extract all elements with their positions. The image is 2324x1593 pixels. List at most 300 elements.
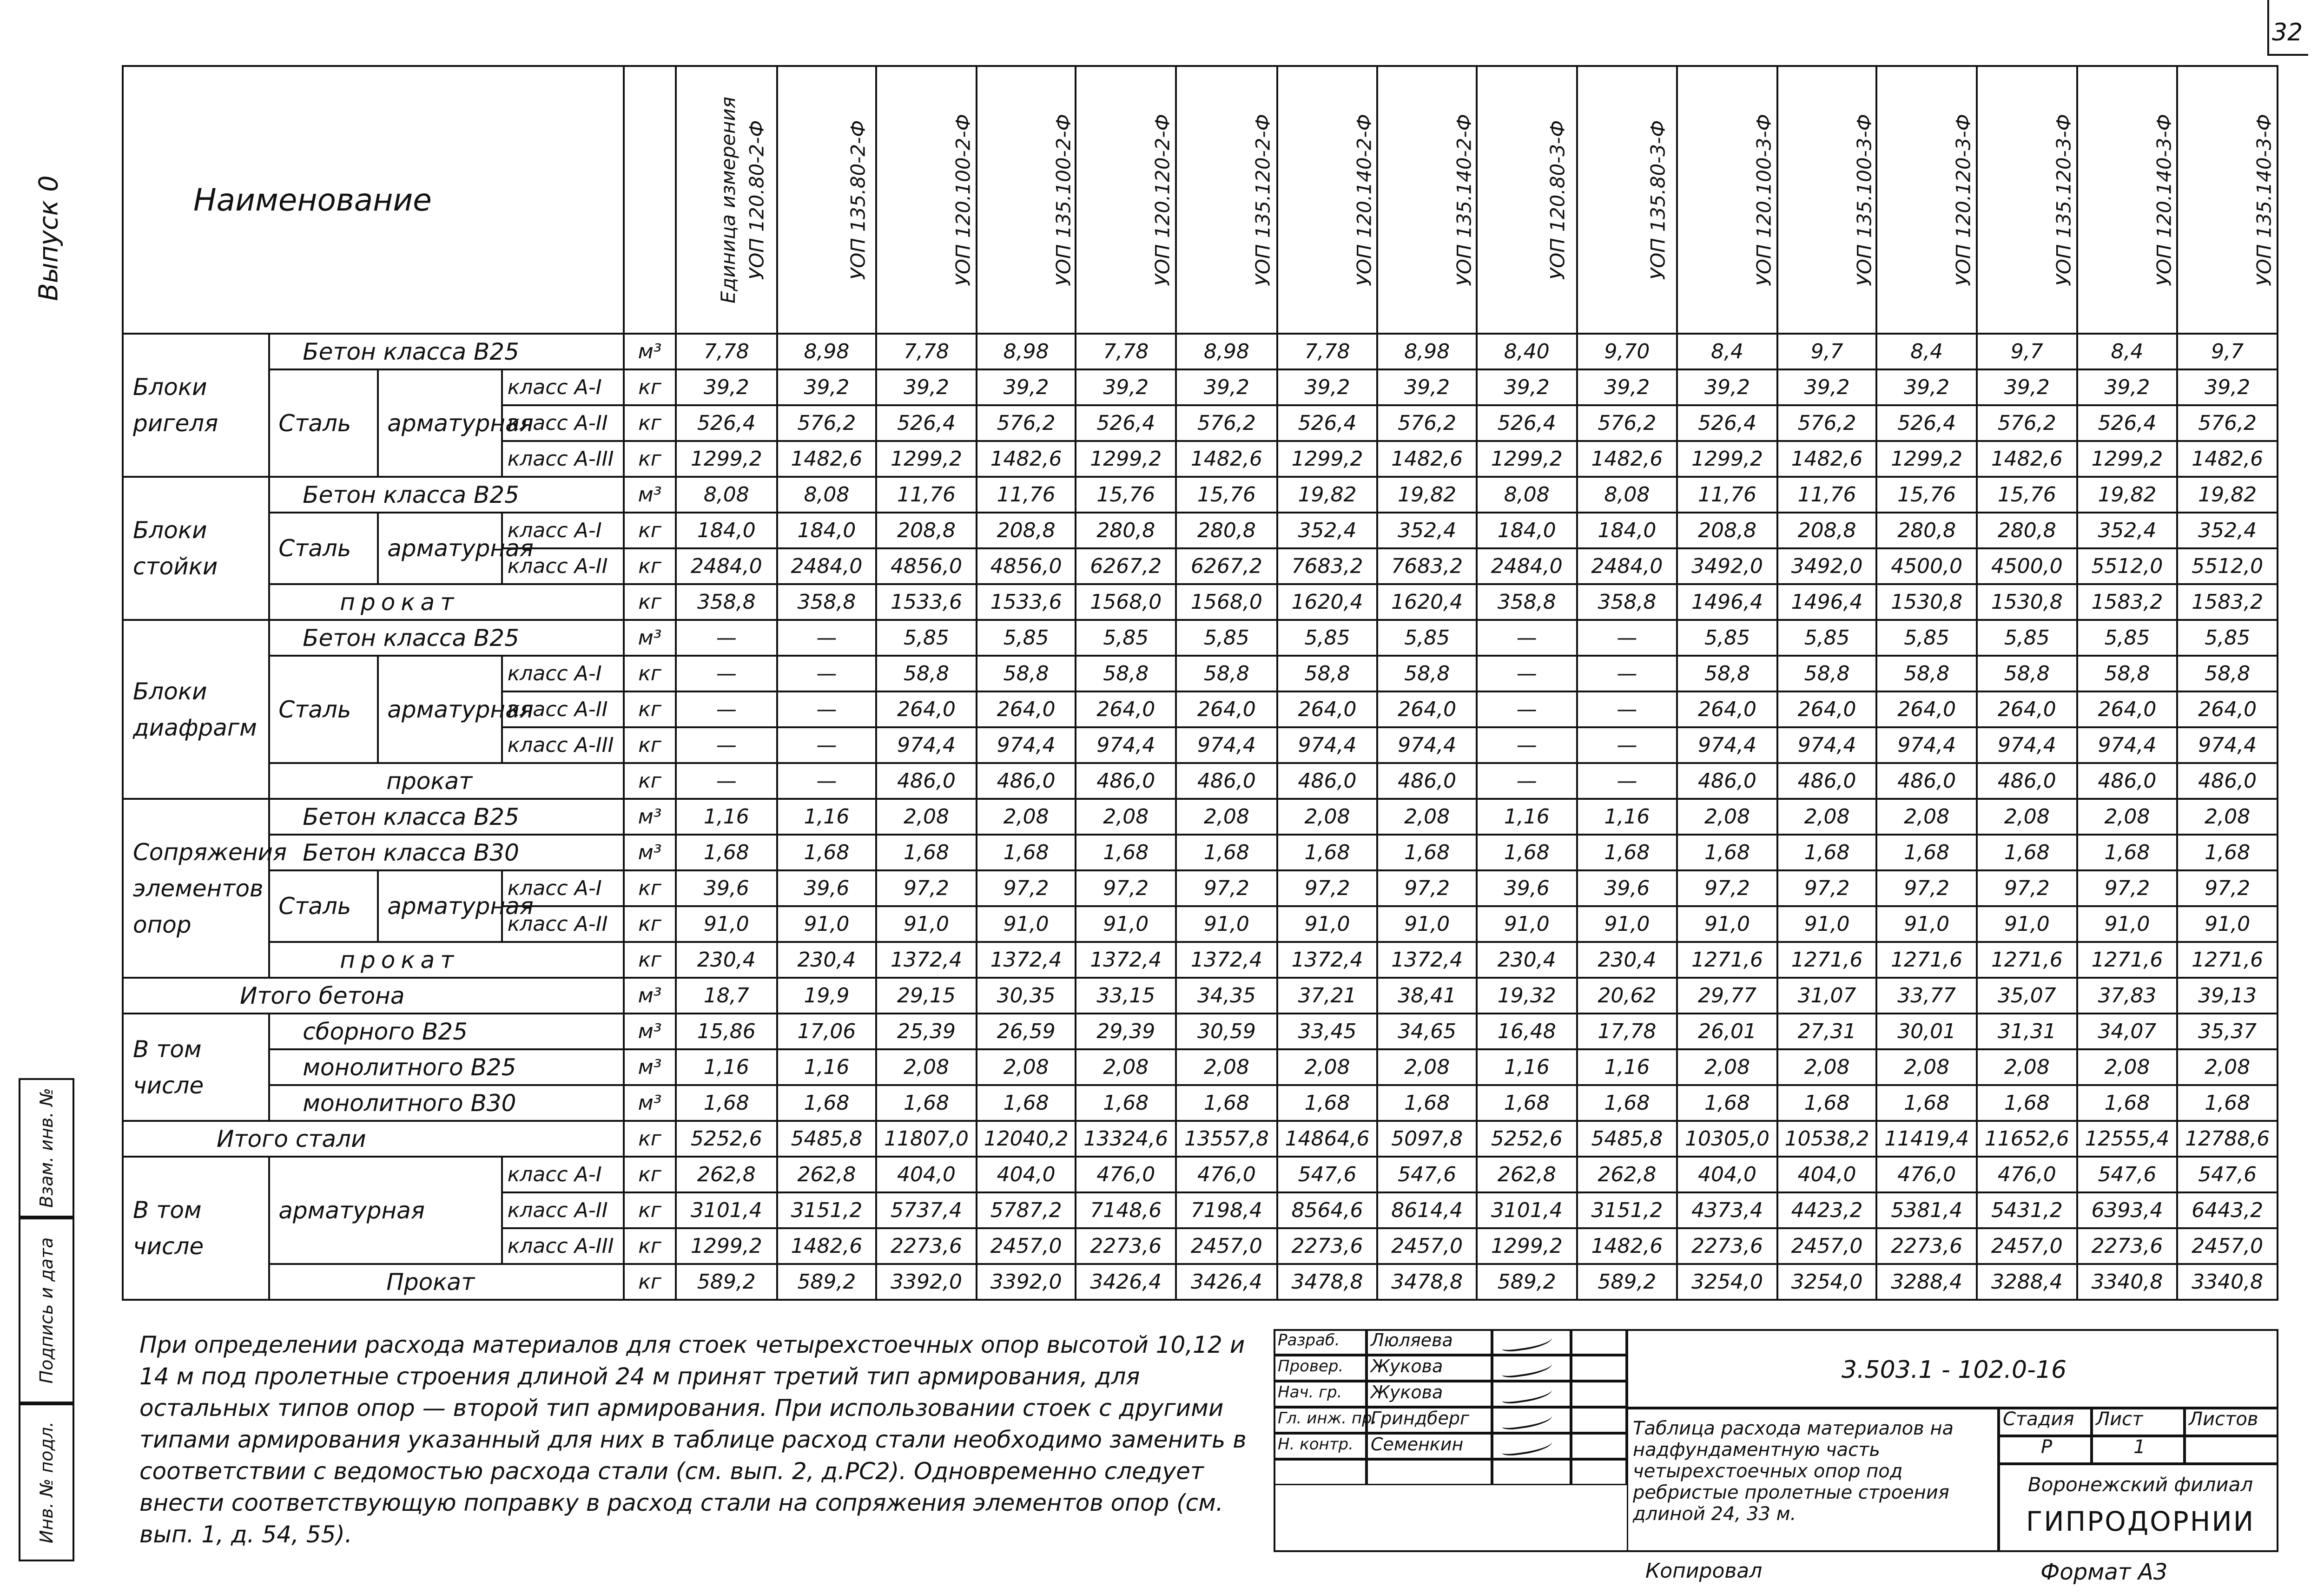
table-cell: 1482,6 [1377, 441, 1477, 477]
table-cell: 3151,2 [1577, 1192, 1677, 1228]
header-col: УОП 135.80-3-Ф [1577, 66, 1677, 334]
table-cell: 576,2 [1777, 405, 1877, 441]
table-cell: 19,82 [1377, 477, 1477, 513]
table-row: Сталь арматурная класс А-I кг 184,0 184,0 208,8 208,8 280,8 280,8 352,4 352,4 184,0 184,0 208,8 208,8 280,8 280,8 352,4 352,4 [123, 513, 2278, 548]
table-cell: 2457,0 [1977, 1228, 2077, 1264]
table-cell: 39,6 [777, 870, 877, 906]
table-cell: 19,82 [2077, 477, 2178, 513]
table-cell: 486,0 [1677, 763, 1777, 799]
table-cell: 264,0 [1277, 691, 1378, 727]
table-cell: — [777, 727, 877, 763]
table-cell: — [1577, 656, 1677, 691]
table-cell: 17,78 [1577, 1014, 1677, 1049]
table-cell: 1299,2 [1277, 441, 1378, 477]
table-cell: 526,4 [1677, 405, 1777, 441]
table-cell: 486,0 [1377, 763, 1477, 799]
table-cell: 486,0 [2077, 763, 2178, 799]
header-col: УОП 120.120-2-Ф [1076, 66, 1176, 334]
table-cell: 15,76 [1176, 477, 1277, 513]
group-label: В том числе [123, 1014, 269, 1121]
table-cell: 5512,0 [2077, 548, 2178, 584]
table-cell: 91,0 [1777, 906, 1877, 942]
table-cell: 352,4 [2077, 513, 2178, 548]
table-cell: 1533,6 [876, 584, 977, 620]
table-cell: 526,4 [876, 405, 977, 441]
table-cell: 230,4 [777, 942, 877, 978]
table-cell: 39,6 [1477, 870, 1577, 906]
side-stamp-vzam: Взам. инв. № [19, 1078, 74, 1218]
table-cell: 15,76 [1076, 477, 1176, 513]
table-cell: 2484,0 [1477, 548, 1577, 584]
table-cell: 230,4 [1577, 942, 1677, 978]
table-cell: 2,08 [1076, 799, 1176, 835]
table-cell: 1,68 [1977, 835, 2077, 870]
table-cell: — [1577, 691, 1677, 727]
table-cell: 1530,8 [1977, 584, 2077, 620]
table-cell: 39,2 [2177, 369, 2278, 405]
table-cell: 91,0 [977, 906, 1076, 942]
table-cell: 486,0 [1176, 763, 1277, 799]
table-cell: 4373,4 [1677, 1192, 1777, 1228]
table-cell: 31,31 [1977, 1014, 2077, 1049]
table-cell: 1,68 [1677, 835, 1777, 870]
table-cell: 97,2 [1876, 870, 1977, 906]
table-cell: 1,68 [1876, 1085, 1977, 1121]
table-cell: 1620,4 [1377, 584, 1477, 620]
side-label: Выпуск 0 [33, 175, 64, 301]
table-cell: 39,2 [1876, 369, 1977, 405]
table-cell: 264,0 [2177, 691, 2278, 727]
table-cell: 352,4 [1277, 513, 1378, 548]
table-cell: 230,4 [676, 942, 777, 978]
table-cell: 262,8 [777, 1157, 877, 1192]
table-cell: 8,98 [777, 334, 877, 369]
table-cell: 1,16 [777, 1049, 877, 1085]
table-cell: 39,2 [1577, 369, 1677, 405]
table-cell: 13324,6 [1076, 1121, 1176, 1157]
table-cell: 27,31 [1777, 1014, 1877, 1049]
table-cell: 2273,6 [1076, 1228, 1176, 1264]
table-cell: 91,0 [876, 906, 977, 942]
table-cell: 39,2 [777, 369, 877, 405]
table-cell: 1299,2 [876, 441, 977, 477]
table-cell: — [777, 691, 877, 727]
header-col: УОП 135.100-2-Ф [977, 66, 1076, 334]
table-cell: 1,68 [1677, 1085, 1777, 1121]
table-cell: 576,2 [777, 405, 877, 441]
table-cell: 184,0 [1477, 513, 1577, 548]
table-cell: 1,68 [777, 1085, 877, 1121]
table-cell: 280,8 [1977, 513, 2077, 548]
table-cell: 526,4 [1477, 405, 1577, 441]
table-cell: 2,08 [2077, 1049, 2178, 1085]
table-cell: 38,41 [1377, 978, 1477, 1014]
table-cell: 974,4 [977, 727, 1076, 763]
table-cell: 264,0 [1377, 691, 1477, 727]
table-cell: 29,15 [876, 978, 977, 1014]
note-text: При определении расхода материалов для стоек четырехстоечных опор высотой 10,12 и 14 м под пролетные строения длиной 24 м принят третий тип армирования, для остальных типов опор — второй тип армирования. При использовании стоек с другими типами армирования указанный для них в таблице расход стали необходимо заменить в соответствии с ведомостью расхода стали (см. вып. 2, д.РС2). Одновременно следует внести соответствующую поправку в расход стали на сопряжения элементов опор (см. вып. 1, д. 54, 55). [139, 1331, 1247, 1548]
table-cell: 5,85 [876, 620, 977, 656]
table-cell: 2457,0 [1176, 1228, 1277, 1264]
table-cell: 1,68 [1277, 835, 1378, 870]
table-cell: 4500,0 [1876, 548, 1977, 584]
table-cell: 30,01 [1876, 1014, 1977, 1049]
table-cell: 1,16 [1477, 799, 1577, 835]
table-cell: 264,0 [1977, 691, 2077, 727]
table-cell: 526,4 [1876, 405, 1977, 441]
table-cell: 29,39 [1076, 1014, 1176, 1049]
table-cell: 91,0 [1176, 906, 1277, 942]
table-cell: 358,8 [1577, 584, 1677, 620]
table-cell: 3426,4 [1076, 1264, 1176, 1300]
table-row: прокат кг — — 486,0 486,0 486,0 486,0 486,0 486,0 — — 486,0 486,0 486,0 486,0 486,0 486,0 [123, 763, 2278, 799]
table-cell: 476,0 [1876, 1157, 1977, 1192]
table-cell: 8,4 [1677, 334, 1777, 369]
table-cell: 9,7 [2177, 334, 2278, 369]
table-cell: 1299,2 [676, 441, 777, 477]
date-cell [1571, 1407, 1627, 1433]
table-cell: 1372,4 [1377, 942, 1477, 978]
table-cell: 974,4 [2177, 727, 2278, 763]
table-cell: 1482,6 [777, 441, 877, 477]
table-row: Сталь арматурная класс А-I кг 39,6 39,6 97,2 97,2 97,2 97,2 97,2 97,2 39,6 39,6 97,2 97,2 97,2 97,2 97,2 97,2 [123, 870, 2278, 906]
table-cell: 3478,8 [1377, 1264, 1477, 1300]
table-cell: 1482,6 [1176, 441, 1277, 477]
table-cell: 526,4 [1277, 405, 1378, 441]
table-cell: 8,08 [1477, 477, 1577, 513]
table-cell: 7,78 [876, 334, 977, 369]
table-cell: 58,8 [1377, 656, 1477, 691]
table-cell: 1,68 [1577, 835, 1677, 870]
group-label: Сопряжения элементов опор [123, 799, 269, 978]
table-cell: 17,06 [777, 1014, 877, 1049]
table-cell: 37,21 [1277, 978, 1378, 1014]
table-cell: 25,39 [876, 1014, 977, 1049]
table-cell: 280,8 [1176, 513, 1277, 548]
table-cell: 12788,6 [2177, 1121, 2278, 1157]
table-cell: 2,08 [1076, 1049, 1176, 1085]
table-cell: 4856,0 [876, 548, 977, 584]
table-cell: 1,68 [977, 835, 1076, 870]
header-col: УОП 120.140-2-Ф [1277, 66, 1378, 334]
table-cell: 547,6 [1377, 1157, 1477, 1192]
stage-value: Р [1999, 1436, 2092, 1464]
table-cell: 1,16 [1577, 799, 1677, 835]
table-cell: 280,8 [1876, 513, 1977, 548]
table-cell: 264,0 [1076, 691, 1176, 727]
table-row: Сталь арматурная класс А-I кг 39,2 39,2 39,2 39,2 39,2 39,2 39,2 39,2 39,2 39,2 39,2 39,2 39,2 39,2 39,2 39,2 [123, 369, 2278, 405]
table-cell: 14864,6 [1277, 1121, 1378, 1157]
table-cell: 3492,0 [1677, 548, 1777, 584]
table-cell: 2,08 [1277, 799, 1378, 835]
table-cell: 3478,8 [1277, 1264, 1378, 1300]
table-cell: 974,4 [1977, 727, 2077, 763]
table-cell: 39,6 [676, 870, 777, 906]
table-cell: 33,45 [1277, 1014, 1378, 1049]
table-cell: 91,0 [1876, 906, 1977, 942]
table-cell: 486,0 [1277, 763, 1378, 799]
name-cell [1367, 1459, 1492, 1485]
table-cell: 97,2 [2077, 870, 2178, 906]
table-cell: 1,68 [1477, 1085, 1577, 1121]
date-cell [1571, 1433, 1627, 1459]
table-cell: 2,08 [1377, 1049, 1477, 1085]
table-cell: 2,08 [1777, 799, 1877, 835]
table-row: прокат кг 358,8 358,8 1533,6 1533,6 1568,0 1568,0 1620,4 1620,4 358,8 358,8 1496,4 1496,4 1530,8 1530,8 1583,2 1583,2 [123, 584, 2278, 620]
role-cell: Гл. инж. пр. [1274, 1407, 1367, 1433]
table-cell: 6393,4 [2077, 1192, 2178, 1228]
role-cell: Разраб. [1274, 1329, 1367, 1355]
side-stamp-inv: Инв. № подл. [19, 1403, 74, 1561]
table-cell: 5,85 [1377, 620, 1477, 656]
name-cell: Семенкин [1367, 1433, 1492, 1459]
table-cell: 97,2 [876, 870, 977, 906]
table-cell: 3254,0 [1777, 1264, 1877, 1300]
table-cell: 1568,0 [1076, 584, 1176, 620]
table-row: класс А-III кг — — 974,4 974,4 974,4 974,4 974,4 974,4 — — 974,4 974,4 974,4 974,4 974,4 974,4 [123, 727, 2278, 763]
table-cell: 3492,0 [1777, 548, 1877, 584]
table-cell: — [777, 620, 877, 656]
table-cell: 7148,6 [1076, 1192, 1176, 1228]
table-cell: 8,98 [1176, 334, 1277, 369]
table-cell: 8,4 [2077, 334, 2178, 369]
table-cell: 58,8 [1076, 656, 1176, 691]
table-cell: 974,4 [1876, 727, 1977, 763]
table-cell: 91,0 [2077, 906, 2178, 942]
table-row: В том числе сборного B25 м³ 15,86 17,06 25,39 26,59 29,39 30,59 33,45 34,65 16,48 17,78 26,01 27,31 30,01 31,31 34,07 35,37 [123, 1014, 2278, 1049]
table-cell: 8614,4 [1377, 1192, 1477, 1228]
table-row: монолитного B25 м³ 1,16 1,16 2,08 2,08 2,08 2,08 2,08 2,08 1,16 1,16 2,08 2,08 2,08 2,08 2,08 2,08 [123, 1049, 2278, 1085]
table-cell: 1,68 [1777, 1085, 1877, 1121]
table-cell: — [676, 763, 777, 799]
table-cell: 5,85 [1277, 620, 1378, 656]
table-cell: 20,62 [1577, 978, 1677, 1014]
table-cell: 358,8 [777, 584, 877, 620]
table-cell: 2,08 [1176, 799, 1277, 835]
table-cell: 1,68 [876, 835, 977, 870]
table-cell: 1,68 [1377, 835, 1477, 870]
header-col: УОП 120.80-3-Ф [1477, 66, 1577, 334]
table-cell: 1482,6 [1977, 441, 2077, 477]
table-cell: 2,08 [1876, 1049, 1977, 1085]
table-cell: — [777, 763, 877, 799]
table-cell: 1583,2 [2077, 584, 2178, 620]
table-cell: 97,2 [1377, 870, 1477, 906]
table-cell: 3288,4 [1977, 1264, 2077, 1300]
table-cell: 2457,0 [1777, 1228, 1877, 1264]
table-cell: 1482,6 [1777, 441, 1877, 477]
table-cell: 7,78 [1076, 334, 1176, 369]
table-row: класс А-II кг 3101,4 3151,2 5737,4 5787,2 7148,6 7198,4 8564,6 8614,4 3101,4 3151,2 4373,4 4423,2 5381,4 5431,2 6393,4 6443,2 [123, 1192, 2278, 1228]
header-col: УОП 120.140-3-Ф [2077, 66, 2178, 334]
table-row: В том числе арматурная класс А-I кг 262,8 262,8 404,0 404,0 476,0 476,0 547,6 547,6 262,8 262,8 404,0 404,0 476,0 476,0 547,6 547,6 [123, 1157, 2278, 1192]
table-cell: 404,0 [876, 1157, 977, 1192]
table-cell: 7,78 [1277, 334, 1378, 369]
table-cell: 262,8 [1577, 1157, 1677, 1192]
table-cell: 26,59 [977, 1014, 1076, 1049]
header-col: УОП 120.100-3-Ф [1677, 66, 1777, 334]
table-cell: 39,2 [1277, 369, 1378, 405]
name-cell: Люляева [1367, 1329, 1492, 1355]
table-cell: 280,8 [1076, 513, 1176, 548]
table-cell: 589,2 [1577, 1264, 1677, 1300]
table-cell: 19,82 [1277, 477, 1378, 513]
table-cell: 208,8 [977, 513, 1076, 548]
table-row: класс А-II кг — — 264,0 264,0 264,0 264,0 264,0 264,0 — — 264,0 264,0 264,0 264,0 264,0 264,0 [123, 691, 2278, 727]
table-cell: 2457,0 [2177, 1228, 2278, 1264]
sheet-header: Лист [2092, 1408, 2185, 1436]
table-cell: 34,07 [2077, 1014, 2178, 1049]
table-cell: 97,2 [1977, 870, 2077, 906]
table-cell: 15,76 [1977, 477, 2077, 513]
table-cell: 1,68 [2077, 1085, 2178, 1121]
table-cell: 30,59 [1176, 1014, 1277, 1049]
table-cell: 1568,0 [1176, 584, 1277, 620]
table-cell: 34,65 [1377, 1014, 1477, 1049]
table-cell: 91,0 [1477, 906, 1577, 942]
table-cell: 1372,4 [1076, 942, 1176, 978]
table-cell: 2484,0 [1577, 548, 1677, 584]
table-cell: 1,68 [1876, 835, 1977, 870]
table-cell: 358,8 [1477, 584, 1577, 620]
table-cell: 91,0 [777, 906, 877, 942]
table-cell: 4500,0 [1977, 548, 2077, 584]
table-cell: 974,4 [2077, 727, 2178, 763]
table-cell: 547,6 [1277, 1157, 1378, 1192]
table-cell: 547,6 [2177, 1157, 2278, 1192]
table-row: Итого бетона м³ 18,7 19,9 29,15 30,35 33,15 34,35 37,21 38,41 19,32 20,62 29,77 31,07 33,77 35,07 37,83 39,13 [123, 978, 2278, 1014]
table-cell: 16,48 [1477, 1014, 1577, 1049]
table-cell: 2273,6 [876, 1228, 977, 1264]
table-row: класс А-III кг 1299,2 1482,6 2273,6 2457,0 2273,6 2457,0 2273,6 2457,0 1299,2 1482,6 2273,6 2457,0 2273,6 2457,0 2273,6 2457,0 [123, 1228, 2278, 1264]
table-cell: 358,8 [676, 584, 777, 620]
table-cell: 2,08 [876, 1049, 977, 1085]
date-cell [1571, 1459, 1627, 1485]
table-cell: 1,68 [2177, 835, 2278, 870]
table-row: Итого стали кг 5252,6 5485,8 11807,0 12040,2 13324,6 13557,8 14864,6 5097,8 5252,6 5485,8 10305,0 10538,2 11419,4 11652,6 12555,4 12788,6 [123, 1121, 2278, 1157]
table-cell: 31,07 [1777, 978, 1877, 1014]
table-cell: 404,0 [1777, 1157, 1877, 1192]
table-cell: 6267,2 [1076, 548, 1176, 584]
table-cell: 486,0 [876, 763, 977, 799]
table-cell: 352,4 [2177, 513, 2278, 548]
table-cell: 547,6 [2077, 1157, 2178, 1192]
table-cell: 589,2 [1477, 1264, 1577, 1300]
header-unit: Единица измерения [624, 66, 676, 334]
org-line1: Воронежский филиал [2027, 1473, 2253, 1496]
table-cell: 7683,2 [1277, 548, 1378, 584]
role-cell [1274, 1459, 1367, 1485]
header-col: УОП 135.140-3-Ф [2177, 66, 2278, 334]
table-cell: 9,7 [1977, 334, 2077, 369]
table-cell: 29,77 [1677, 978, 1777, 1014]
name-cell: Жукова [1367, 1381, 1492, 1407]
table-cell: 1,68 [1176, 1085, 1277, 1121]
table-cell: 10538,2 [1777, 1121, 1877, 1157]
table-cell: 11807,0 [876, 1121, 977, 1157]
table-cell: 526,4 [1076, 405, 1176, 441]
table-cell: 576,2 [1377, 405, 1477, 441]
table-cell: 3151,2 [777, 1192, 877, 1228]
table-cell: 486,0 [2177, 763, 2278, 799]
table-cell: — [1477, 691, 1577, 727]
table-cell: 1372,4 [876, 942, 977, 978]
table-cell: 404,0 [977, 1157, 1076, 1192]
table-cell: 2273,6 [1677, 1228, 1777, 1264]
table-cell: 262,8 [1477, 1157, 1577, 1192]
table-cell: 576,2 [1176, 405, 1277, 441]
table-cell: 10305,0 [1677, 1121, 1777, 1157]
table-cell: 18,7 [676, 978, 777, 1014]
table-cell: — [1577, 763, 1677, 799]
table-cell: 97,2 [1176, 870, 1277, 906]
table-cell: 39,2 [1176, 369, 1277, 405]
table-cell: 13557,8 [1176, 1121, 1277, 1157]
table-cell: 12555,4 [2077, 1121, 2178, 1157]
table-cell: 974,4 [1076, 727, 1176, 763]
table-cell: 19,82 [2177, 477, 2278, 513]
table-cell: 39,2 [1777, 369, 1877, 405]
table-cell: 208,8 [876, 513, 977, 548]
table-cell: 12040,2 [977, 1121, 1076, 1157]
table-cell: 1,68 [1076, 835, 1176, 870]
table-cell: 1372,4 [1277, 942, 1378, 978]
table-cell: 264,0 [1176, 691, 1277, 727]
table-cell: 576,2 [1577, 405, 1677, 441]
table-cell: 1,68 [1176, 835, 1277, 870]
group-label: Блоки ригеля [123, 334, 269, 477]
table-cell: 2,08 [1176, 1049, 1277, 1085]
table-cell: 8,4 [1876, 334, 1977, 369]
table-cell: 19,32 [1477, 978, 1577, 1014]
header-col: УОП 135.80-2-Ф [777, 66, 877, 334]
table-cell: 11,76 [977, 477, 1076, 513]
table-cell: 91,0 [1277, 906, 1378, 942]
table-cell: 1,68 [1977, 1085, 2077, 1121]
table-cell: 264,0 [2077, 691, 2178, 727]
table-cell: 184,0 [777, 513, 877, 548]
table-cell: 1271,6 [2177, 942, 2278, 978]
table-cell: 3288,4 [1876, 1264, 1977, 1300]
table-row: Сопряжения элементов опор Бетон класса B25 м³ 1,16 1,16 2,08 2,08 2,08 2,08 2,08 2,08 1,16 1,16 2,08 2,08 2,08 2,08 2,08 2,08 [123, 799, 2278, 835]
table-cell: 1,68 [777, 835, 877, 870]
table-cell: 1,68 [1577, 1085, 1677, 1121]
table-cell: — [1577, 620, 1677, 656]
sheet-value: 1 [2092, 1436, 2185, 1464]
table-cell: 3101,4 [1477, 1192, 1577, 1228]
group-label: Блоки диафрагм [123, 620, 269, 799]
table-cell: 58,8 [876, 656, 977, 691]
table-cell: 1299,2 [1477, 1228, 1577, 1264]
table-cell: 1372,4 [977, 942, 1076, 978]
table-cell: 1271,6 [1677, 942, 1777, 978]
table-cell: 8,98 [977, 334, 1076, 369]
table-cell: 39,2 [676, 369, 777, 405]
table-cell: 1,16 [676, 799, 777, 835]
table-cell: 2,08 [2077, 799, 2178, 835]
table-cell: 39,6 [1577, 870, 1677, 906]
table-cell: 97,2 [1277, 870, 1378, 906]
table-cell: 58,8 [1677, 656, 1777, 691]
table-cell: 5,85 [1176, 620, 1277, 656]
table-cell: 1,68 [2077, 835, 2178, 870]
table-cell: 15,86 [676, 1014, 777, 1049]
table-cell: 8,08 [1577, 477, 1677, 513]
table-cell: 2273,6 [2077, 1228, 2178, 1264]
table-cell: 2,08 [2177, 1049, 2278, 1085]
table-cell: 30,35 [977, 978, 1076, 1014]
table-cell: 7198,4 [1176, 1192, 1277, 1228]
